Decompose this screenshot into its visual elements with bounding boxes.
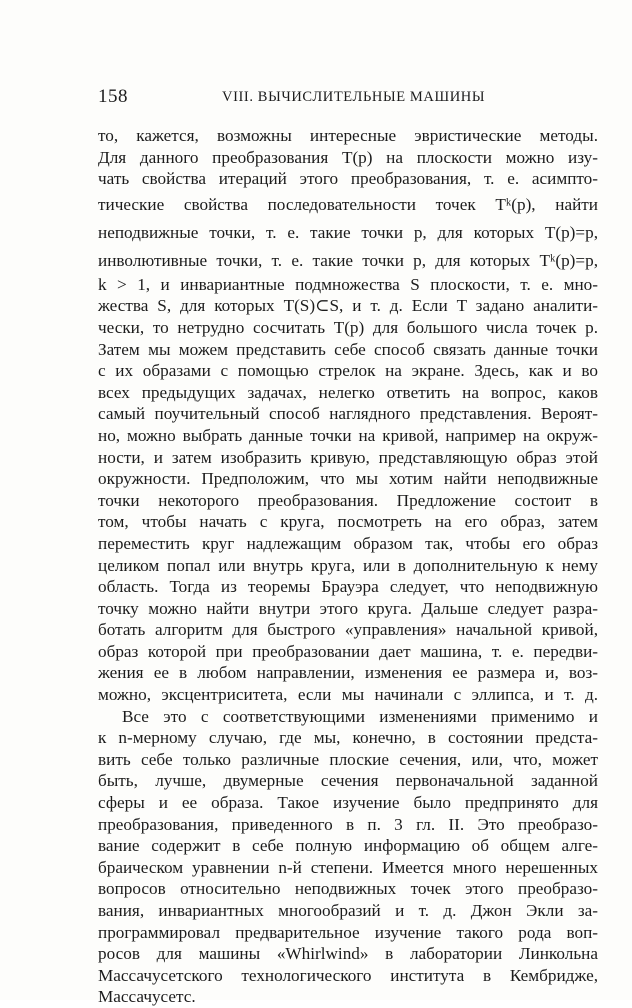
text-line: жения ее в любом направлении, изменения ее размера и, воз- [98,663,598,683]
text-line: всех предыдущих задачах, нелегко ответить на вопрос, каков [98,382,598,402]
text-line: жества S, для которых T(S)⊂S, и т. д. Если T задано аналити- [98,296,598,316]
text-line: образ которой при преобразовании дает машина, т. е. передви- [98,641,598,661]
text-line: Затем мы можем представить себе способ связать данные точки [98,339,598,359]
text-line: к n-мерному случаю, где мы, конечно, в состоянии предста- [98,728,598,748]
text-line: вопросов относительно неподвижных точек этого преобразо- [98,879,598,899]
text-line: инволютивные точки, т. е. такие точки p, для которых Tᵏ(p)=p, [98,250,598,270]
text-line: окружности. Предположим, что мы хотим найти неподвижные [98,469,598,489]
text-line: целиком попал или внутрь круга, или в дополнительную к нему [98,555,598,575]
text-line: вить себе только различные плоские сечения, или, что, может [98,749,598,769]
text-line: Все это с соответствующими изменениями применимо и [122,706,598,726]
text-line: том, чтобы начать с круга, посмотреть на его образ, затем [98,512,598,532]
text-line: тические свойства последовательности точек Tᵏ(p), найти [98,194,598,214]
text-line: сферы и ее образа. Такое изучение было предпринято для [98,793,598,813]
text-line: Для данного преобразования T(p) на плоскости можно изу- [98,147,598,167]
text-line: вания, инвариантных многообразий и т. д. Джон Экли за- [98,901,598,920]
text-line: можно, эксцентриситета, если мы начинали с эллипса, и т. д. [98,685,598,705]
text-line: быть, лучше, двумерные сечения первоначальной заданной [98,771,598,791]
text-line: ботать алгоритм для быстрого «управления» начальной кривой, [98,620,598,640]
text-line: с их образами с помощью стрелок на экране. Здесь, как и во [98,361,598,381]
text-line: точку можно найти внутри этого круга. Дальше следует разра- [98,598,598,618]
text-line: ности, и затем изобразить кривую, представляющую образ этой [98,447,598,467]
text-line: переместить круг надлежащим образом так, чтобы его образ [98,533,598,553]
text-line: браическом уравнении n-й степени. Имеется много нерешенных [98,857,598,877]
page-number: 158 [98,86,128,107]
text-line: Массачусетс. [98,987,196,1007]
text-line: самый поучительный способ наглядного представления. Вероят- [98,404,598,424]
text-line: неподвижные точки, т. е. такие точки p, для которых T(p)=p, [98,222,598,242]
text-line: точки некоторого преобразования. Предложение состоит в [98,490,598,510]
text-line: чать свойства итераций этого преобразования, т. е. асимпто- [98,169,598,189]
page-header [98,86,596,108]
text-line: то, кажется, возможны интересные эвристические методы. [98,126,598,145]
text-line: чески, то нетрудно сосчитать T(p) для большого числа точек p. [98,317,598,337]
text-line: область. Тогда из теоремы Брауэра следует, что неподвижную [98,577,598,597]
body-text [98,125,598,1008]
text-line: но, можно выбрать данные точки на кривой, например на окруж- [98,425,598,445]
text-line: k > 1, и инвариантные подмножества S плоскости, т. е. мно- [98,274,598,294]
paragraph [98,125,598,706]
running-head: VIII. ВЫЧИСЛИТЕЛЬНЫЕ МАШИНЫ [222,89,486,105]
text-line: преобразования, приведенного в п. 3 гл. II. Это преобразо- [98,814,598,834]
paragraph [98,706,598,1008]
text-line: вание содержит в себе полную информацию об общем алге- [98,836,598,856]
text-line: Массачусетского технологического института в Кембридже, [98,965,598,985]
text-line: программировал предварительное изучение такого рода воп- [98,922,598,942]
text-line: росов для машины «Whirlwind» в лаборатории Линкольна [98,944,598,964]
